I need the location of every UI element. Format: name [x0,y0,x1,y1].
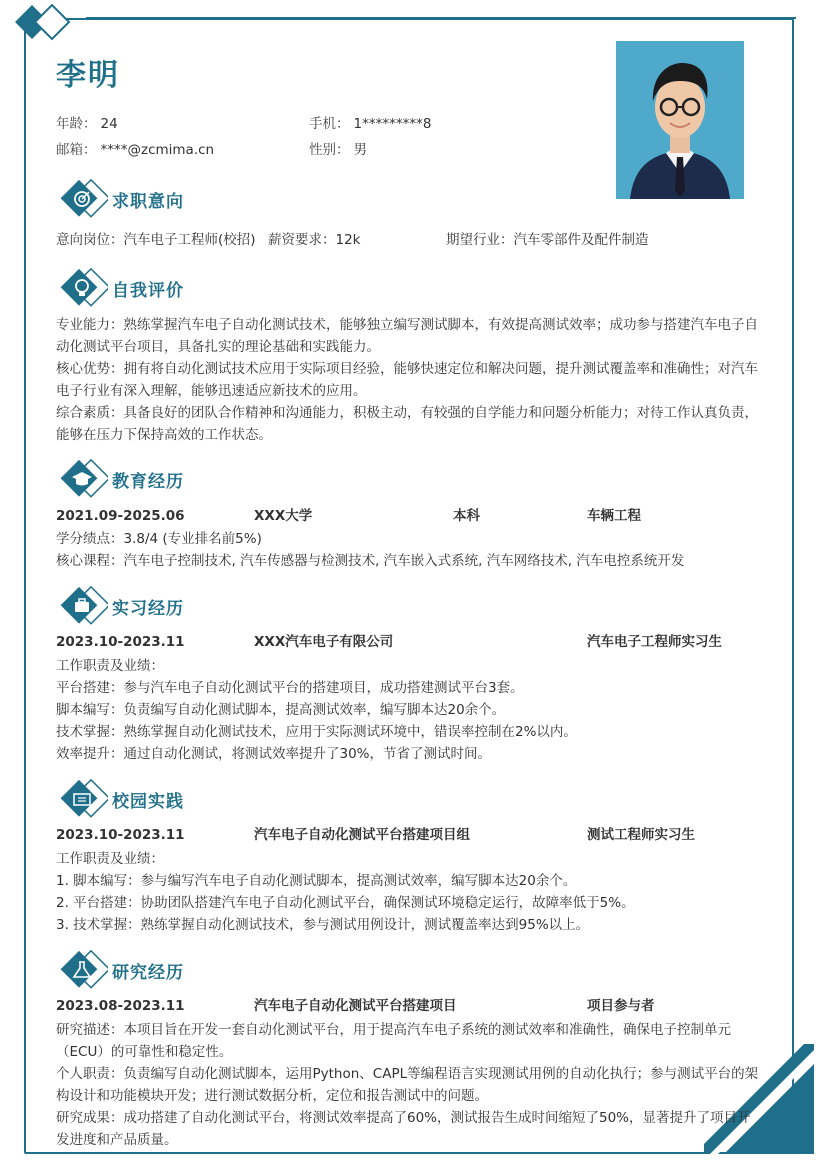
research-period: 2023.08-2023.11 [56,998,185,1014]
briefcase-icon [60,586,108,626]
profile-photo [616,41,744,199]
phone-value: 1*********8 [353,116,432,132]
section-header-intent [60,179,184,219]
corner-diamond-decoration [10,4,80,46]
email-label: 邮箱： [56,142,97,158]
intern-line: 效率提升：通过自动化测试，将测试效率提升了30%，节省了测试时间。 [56,746,492,762]
target-icon [60,179,108,219]
intent-industry: 期望行业：汽车零部件及配件制造 [446,232,649,248]
building-icon [60,779,108,819]
age-value: 24 [100,116,118,132]
research-result: 研究成果：成功搭建了自动化测试平台，将测试效率提高了60%，测试报告生成时间缩短了50%，显著提升了项目开发进度和产品质量。 [56,1110,751,1148]
person-avatar-icon [616,41,744,199]
edu-gpa: 学分绩点：3.8/4 (专业排名前5%) [56,531,262,547]
research-description: 研究描述：本项目旨在开发一套自动化测试平台，用于提高汽车电子系统的测试效率和准确性，确保电子控制单元（ECU）的可靠性和稳定性。 [56,1022,731,1060]
section-title-self: 自我评价 [112,280,184,301]
section-header-campus [60,779,184,819]
email-field [56,138,214,158]
section-header-research [60,950,184,990]
intent-position: 意向岗位：汽车电子工程师(校招) [56,232,256,248]
lightbulb-icon [60,268,108,308]
section-title-campus: 校园实践 [112,791,184,812]
research-responsibility: 个人职责：负责编写自动化测试脚本，运用Python、CAPL等编程语言实现测试用例的自动化执行；参与测试平台的架构设计和功能模块开发；进行测试数据分析，定位和报告测试中的问题。 [56,1066,759,1104]
campus-org: 汽车电子自动化测试平台搭建项目组 [254,827,470,843]
edu-degree: 本科 [453,508,480,524]
intern-line: 技术掌握：熟练掌握自动化测试技术，应用于实际测试环境中，错误率控制在2%以内。 [56,724,577,740]
section-title-intent: 求职意向 [112,191,184,212]
campus-role: 测试工程师实习生 [587,827,695,843]
intern-row [56,631,768,653]
edu-major: 车辆工程 [587,508,641,524]
campus-row [56,824,768,846]
research-project: 汽车电子自动化测试平台搭建项目 [254,998,457,1014]
edu-school: XXX大学 [254,508,313,524]
intern-role: 汽车电子工程师实习生 [587,634,722,650]
campus-line: 3. 技术掌握：熟练掌握自动化测试技术，参与测试用例设计，测试覆盖率达到95%以上。 [56,917,590,933]
age-label: 年龄： [56,116,97,132]
edu-period: 2021.09-2025.06 [56,508,185,524]
intent-row [56,229,768,251]
top-rule [86,17,796,21]
campus-period: 2023.10-2023.11 [56,827,185,843]
edu-row [56,505,768,527]
phone-label: 手机： [309,116,350,132]
age-field [56,112,118,132]
self-eval-professional: 专业能力：熟练掌握汽车电子自动化测试技术，能够独立编写测试脚本，有效提高测试效率；成功参与搭建汽车电子自动化测试平台项目，具备扎实的理论基础和实践能力。 [56,317,758,355]
research-role: 项目参与者 [587,998,655,1014]
intern-line: 脚本编写：负责编写自动化测试脚本，提高测试效率，编写脚本达20余个。 [56,702,506,718]
intent-salary: 薪资要求：12k [268,232,361,248]
flask-icon [60,950,108,990]
gender-field [309,138,367,158]
phone-field [309,112,431,132]
self-eval-quality: 综合素质：具备良好的团队合作精神和沟通能力，积极主动，有较强的自学能力和问题分析能力；对待工作认真负责，能够在压力下保持高效的工作状态。 [56,405,758,443]
graduation-cap-icon [60,459,108,499]
gender-value: 男 [353,142,367,158]
section-title-intern: 实习经历 [112,598,184,619]
email-value: ****@zcmima.cn [100,142,215,158]
campus-line: 1. 脚本编写：参与编写汽车电子自动化测试脚本，提高测试效率，编写脚本达20余个。 [56,873,577,889]
self-eval-advantage: 核心优势：拥有将自动化测试技术应用于实际项目经验，能够快速定位和解决问题，提升测试覆盖率和准确性；对汽车电子行业有深入理解，能够迅速适应新技术的应用。 [56,361,758,399]
section-header-intern [60,586,184,626]
intern-line: 平台搭建：参与汽车电子自动化测试平台的搭建项目，成功搭建测试平台3套。 [56,680,524,696]
campus-line: 2. 平台搭建：协助团队搭建汽车电子自动化测试平台，确保测试环境稳定运行，故障率低于5%。 [56,895,635,911]
section-header-self [60,268,184,308]
intern-line: 工作职责及业绩： [56,658,164,674]
intern-period: 2023.10-2023.11 [56,634,185,650]
candidate-name: 李明 [56,58,120,93]
section-title-edu: 教育经历 [112,471,184,492]
research-row [56,995,768,1017]
intern-company: XXX汽车电子有限公司 [254,634,394,650]
section-header-edu [60,459,184,499]
campus-line: 工作职责及业绩： [56,851,164,867]
edu-courses: 核心课程：汽车电子控制技术, 汽车传感器与检测技术, 汽车嵌入式系统, 汽车网络技术, 汽车电控系统开发 [56,553,685,569]
gender-label: 性别： [309,142,350,158]
section-title-research: 研究经历 [112,962,184,983]
